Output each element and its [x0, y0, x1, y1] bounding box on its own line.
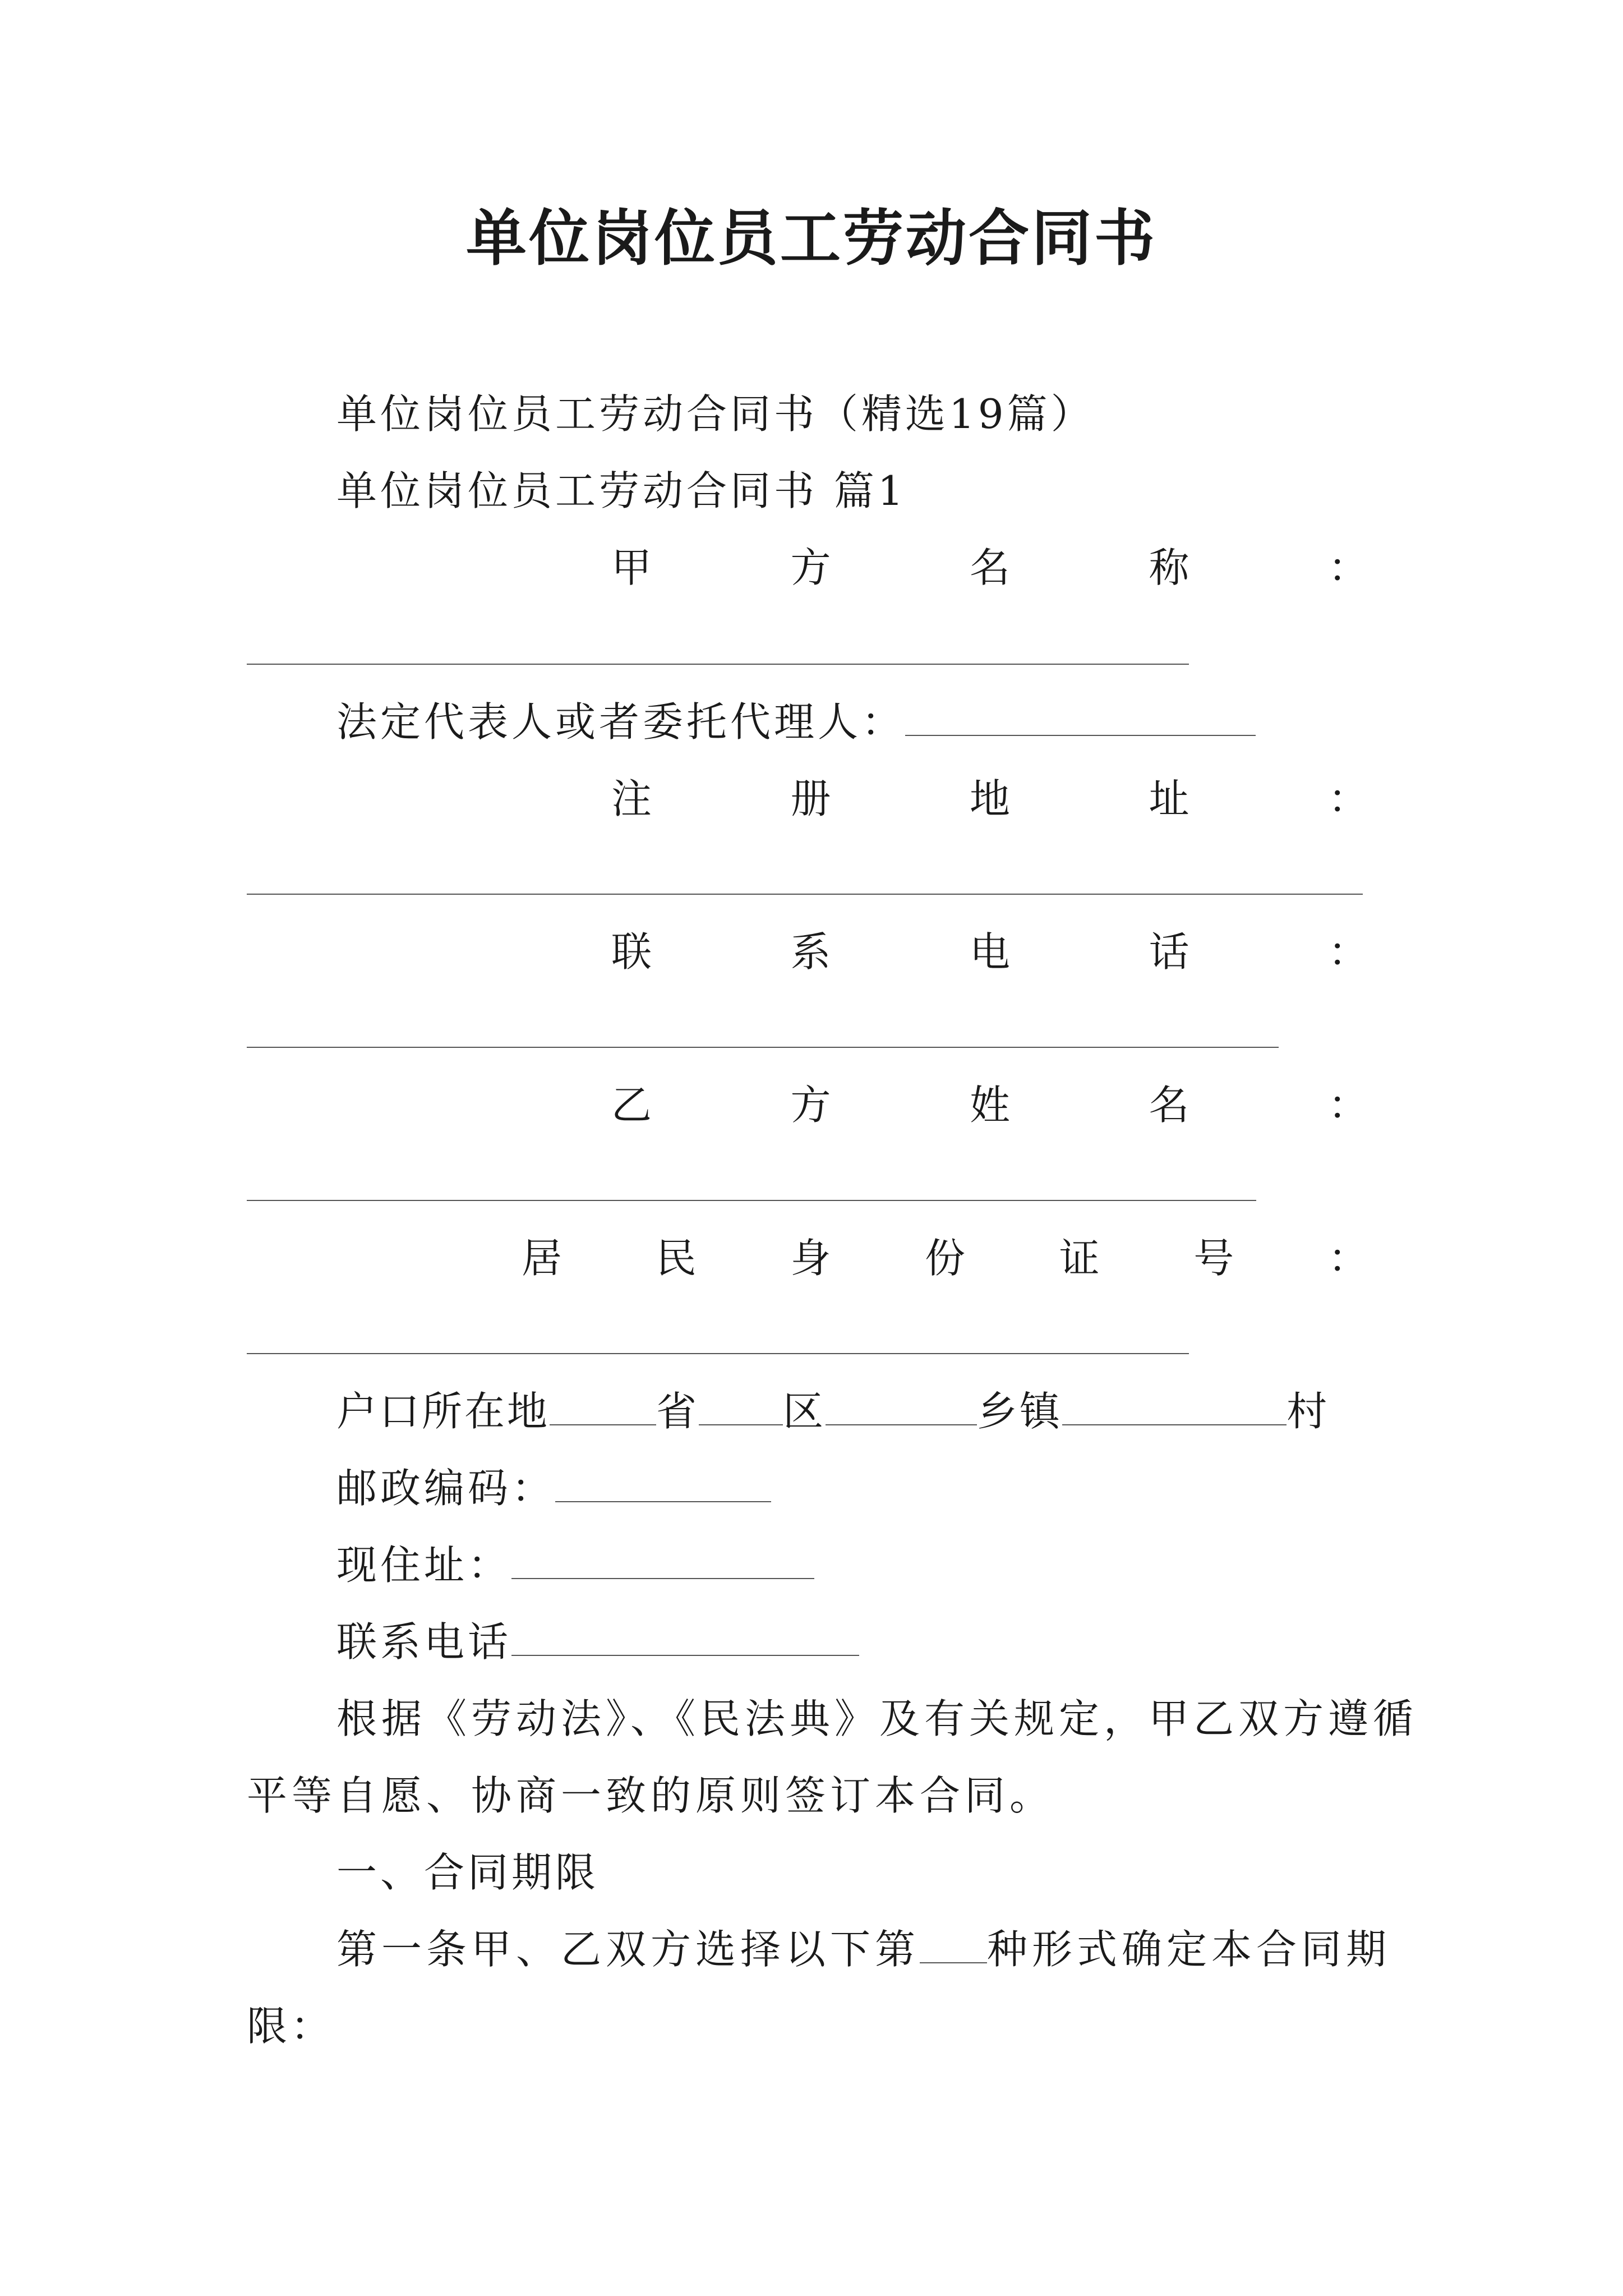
label-char: ： — [1327, 544, 1368, 591]
current-address-blank[interactable] — [511, 1538, 814, 1579]
basis-paragraph-line2: 平等自愿、协商一致的原则签订本合同。 — [247, 1772, 1055, 1819]
section-heading: 单位岗位员工劳动合同书 篇1 — [336, 467, 907, 514]
label-char: 系 — [790, 928, 831, 976]
label-char: 话 — [1149, 928, 1189, 976]
province-blank[interactable] — [550, 1384, 656, 1425]
household-line — [336, 1383, 1329, 1439]
township-blank[interactable] — [826, 1384, 977, 1425]
current-address-line — [336, 1537, 814, 1593]
label-char: 电 — [969, 928, 1010, 976]
postal-line — [336, 1460, 771, 1516]
district-label: 区 — [783, 1388, 826, 1435]
label-char: ： — [1327, 928, 1368, 976]
label-char: 证 — [1059, 1235, 1100, 1282]
label-char: 册 — [790, 775, 831, 822]
registered-address-blank[interactable] — [247, 894, 1363, 895]
basis-paragraph-line1: 根据《劳动法》、《民法典》及有关规定，甲乙双方遵循 — [336, 1695, 1418, 1742]
id-number-label — [522, 1230, 1368, 1286]
chapter-heading: 一、合同期限 — [336, 1849, 600, 1896]
label-char: 方 — [790, 1082, 831, 1129]
label-char: ： — [1327, 775, 1368, 822]
party-b-name-label — [611, 1077, 1368, 1133]
registered-address-label — [611, 771, 1368, 827]
party-a-name-blank[interactable] — [247, 664, 1189, 665]
id-number-blank[interactable] — [247, 1353, 1189, 1354]
village-label: 村 — [1287, 1388, 1330, 1435]
party-b-phone-line — [336, 1614, 859, 1670]
label-char: 联 — [611, 928, 652, 976]
party-b-phone-label: 联系电话 — [336, 1618, 512, 1665]
postal-blank[interactable] — [555, 1461, 771, 1502]
label-char: ： — [1327, 1082, 1368, 1129]
legal-rep-label: 法定代表人或者委托代理人： — [336, 698, 906, 746]
party-b-phone-blank[interactable] — [511, 1614, 859, 1656]
party-b-name-blank[interactable] — [247, 1200, 1256, 1201]
township-label: 乡镇 — [977, 1388, 1063, 1435]
article-one-line2: 限： — [247, 2003, 335, 2050]
article-one-text-b: 种形式确定本合同期 — [987, 1926, 1391, 1973]
document-title: 单位岗位员工劳动合同书 — [465, 203, 1157, 274]
label-char: ： — [1327, 1235, 1368, 1282]
label-char: 方 — [790, 544, 831, 591]
household-label: 户口所在地 — [336, 1388, 550, 1435]
village-blank[interactable] — [1062, 1384, 1287, 1425]
label-char: 地 — [969, 775, 1010, 822]
article-one-line1 — [336, 1921, 1391, 1977]
party-a-phone-label — [611, 924, 1368, 980]
current-address-label: 现住址： — [336, 1542, 512, 1589]
label-char: 址 — [1149, 775, 1189, 822]
postal-label: 邮政编码： — [336, 1465, 556, 1512]
article-one-text-a: 第一条甲、乙双方选择以下第 — [336, 1926, 920, 1973]
label-char: 份 — [924, 1235, 965, 1282]
label-char: 号 — [1193, 1235, 1234, 1282]
document-subtitle: 单位岗位员工劳动合同书（精选19篇） — [336, 390, 1095, 438]
party-a-phone-blank[interactable] — [247, 1047, 1279, 1048]
label-char: 姓 — [969, 1082, 1010, 1129]
label-char: 居 — [522, 1235, 562, 1282]
label-char: 名 — [1149, 1082, 1189, 1129]
label-char: 名 — [969, 544, 1010, 591]
province-label: 省 — [656, 1388, 699, 1435]
legal-rep-line — [336, 694, 1256, 750]
legal-rep-blank[interactable] — [905, 694, 1256, 736]
label-char: 民 — [656, 1235, 697, 1282]
article-one-blank[interactable] — [920, 1922, 987, 1963]
label-char: 注 — [611, 775, 652, 822]
label-char: 乙 — [611, 1082, 652, 1129]
district-blank[interactable] — [699, 1384, 783, 1425]
label-char: 称 — [1149, 544, 1189, 591]
party-a-name-label — [611, 540, 1368, 596]
label-char: 身 — [790, 1235, 831, 1282]
label-char: 甲 — [611, 544, 652, 591]
